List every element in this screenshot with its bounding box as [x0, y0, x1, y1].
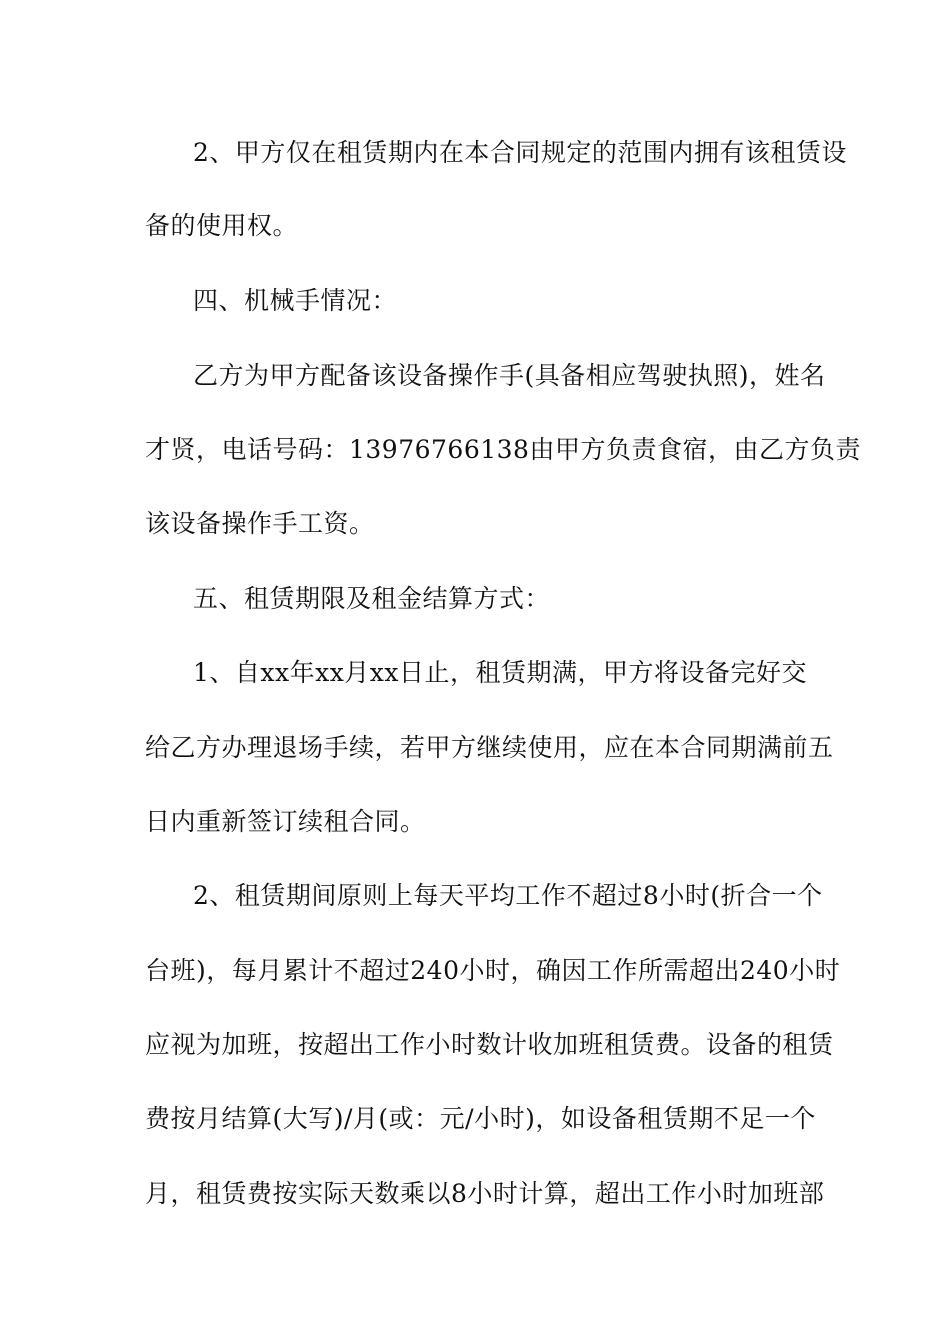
- paragraph-line: 1、自xx年xx月xx日止，租赁期满，甲方将设备完好交: [193, 658, 808, 687]
- paragraph-line: 应视为加班，按超出工作小时数计收加班租赁费。设备的租赁: [145, 1030, 834, 1059]
- paragraph-line: 月，租赁费按实际天数乘以8小时计算，超出工作小时加班部: [145, 1179, 825, 1208]
- paragraph-line: 该设备操作手工资。: [145, 509, 375, 538]
- paragraph-line: 才贤，电话号码：13976766138由甲方负责食宿，由乙方负责: [145, 435, 861, 464]
- paragraph-line: 备的使用权。: [145, 211, 299, 240]
- paragraph-line: 日内重新签订续租合同。: [145, 807, 426, 836]
- section-heading: 五、租赁期限及租金结算方式：: [193, 584, 551, 613]
- section-heading: 四、机械手情况：: [193, 286, 398, 315]
- paragraph-line: 费按月结算(大写)/月(或：元/小时)，如设备租赁期不足一个: [145, 1104, 816, 1133]
- paragraph-line: 乙方为甲方配备该设备操作手(具备相应驾驶执照)，姓名: [193, 361, 826, 390]
- paragraph-line: 台班)，每月累计不超过240小时，确因工作所需超出240小时: [145, 956, 841, 985]
- paragraph-line: 2、租赁期间原则上每天平均工作不超过8小时(折合一个: [193, 881, 823, 910]
- paragraph-line: 给乙方办理退场手续，若甲方继续使用，应在本合同期满前五: [145, 733, 834, 762]
- paragraph-line: 2、甲方仅在租赁期内在本合同规定的范围内拥有该租赁设: [193, 138, 847, 167]
